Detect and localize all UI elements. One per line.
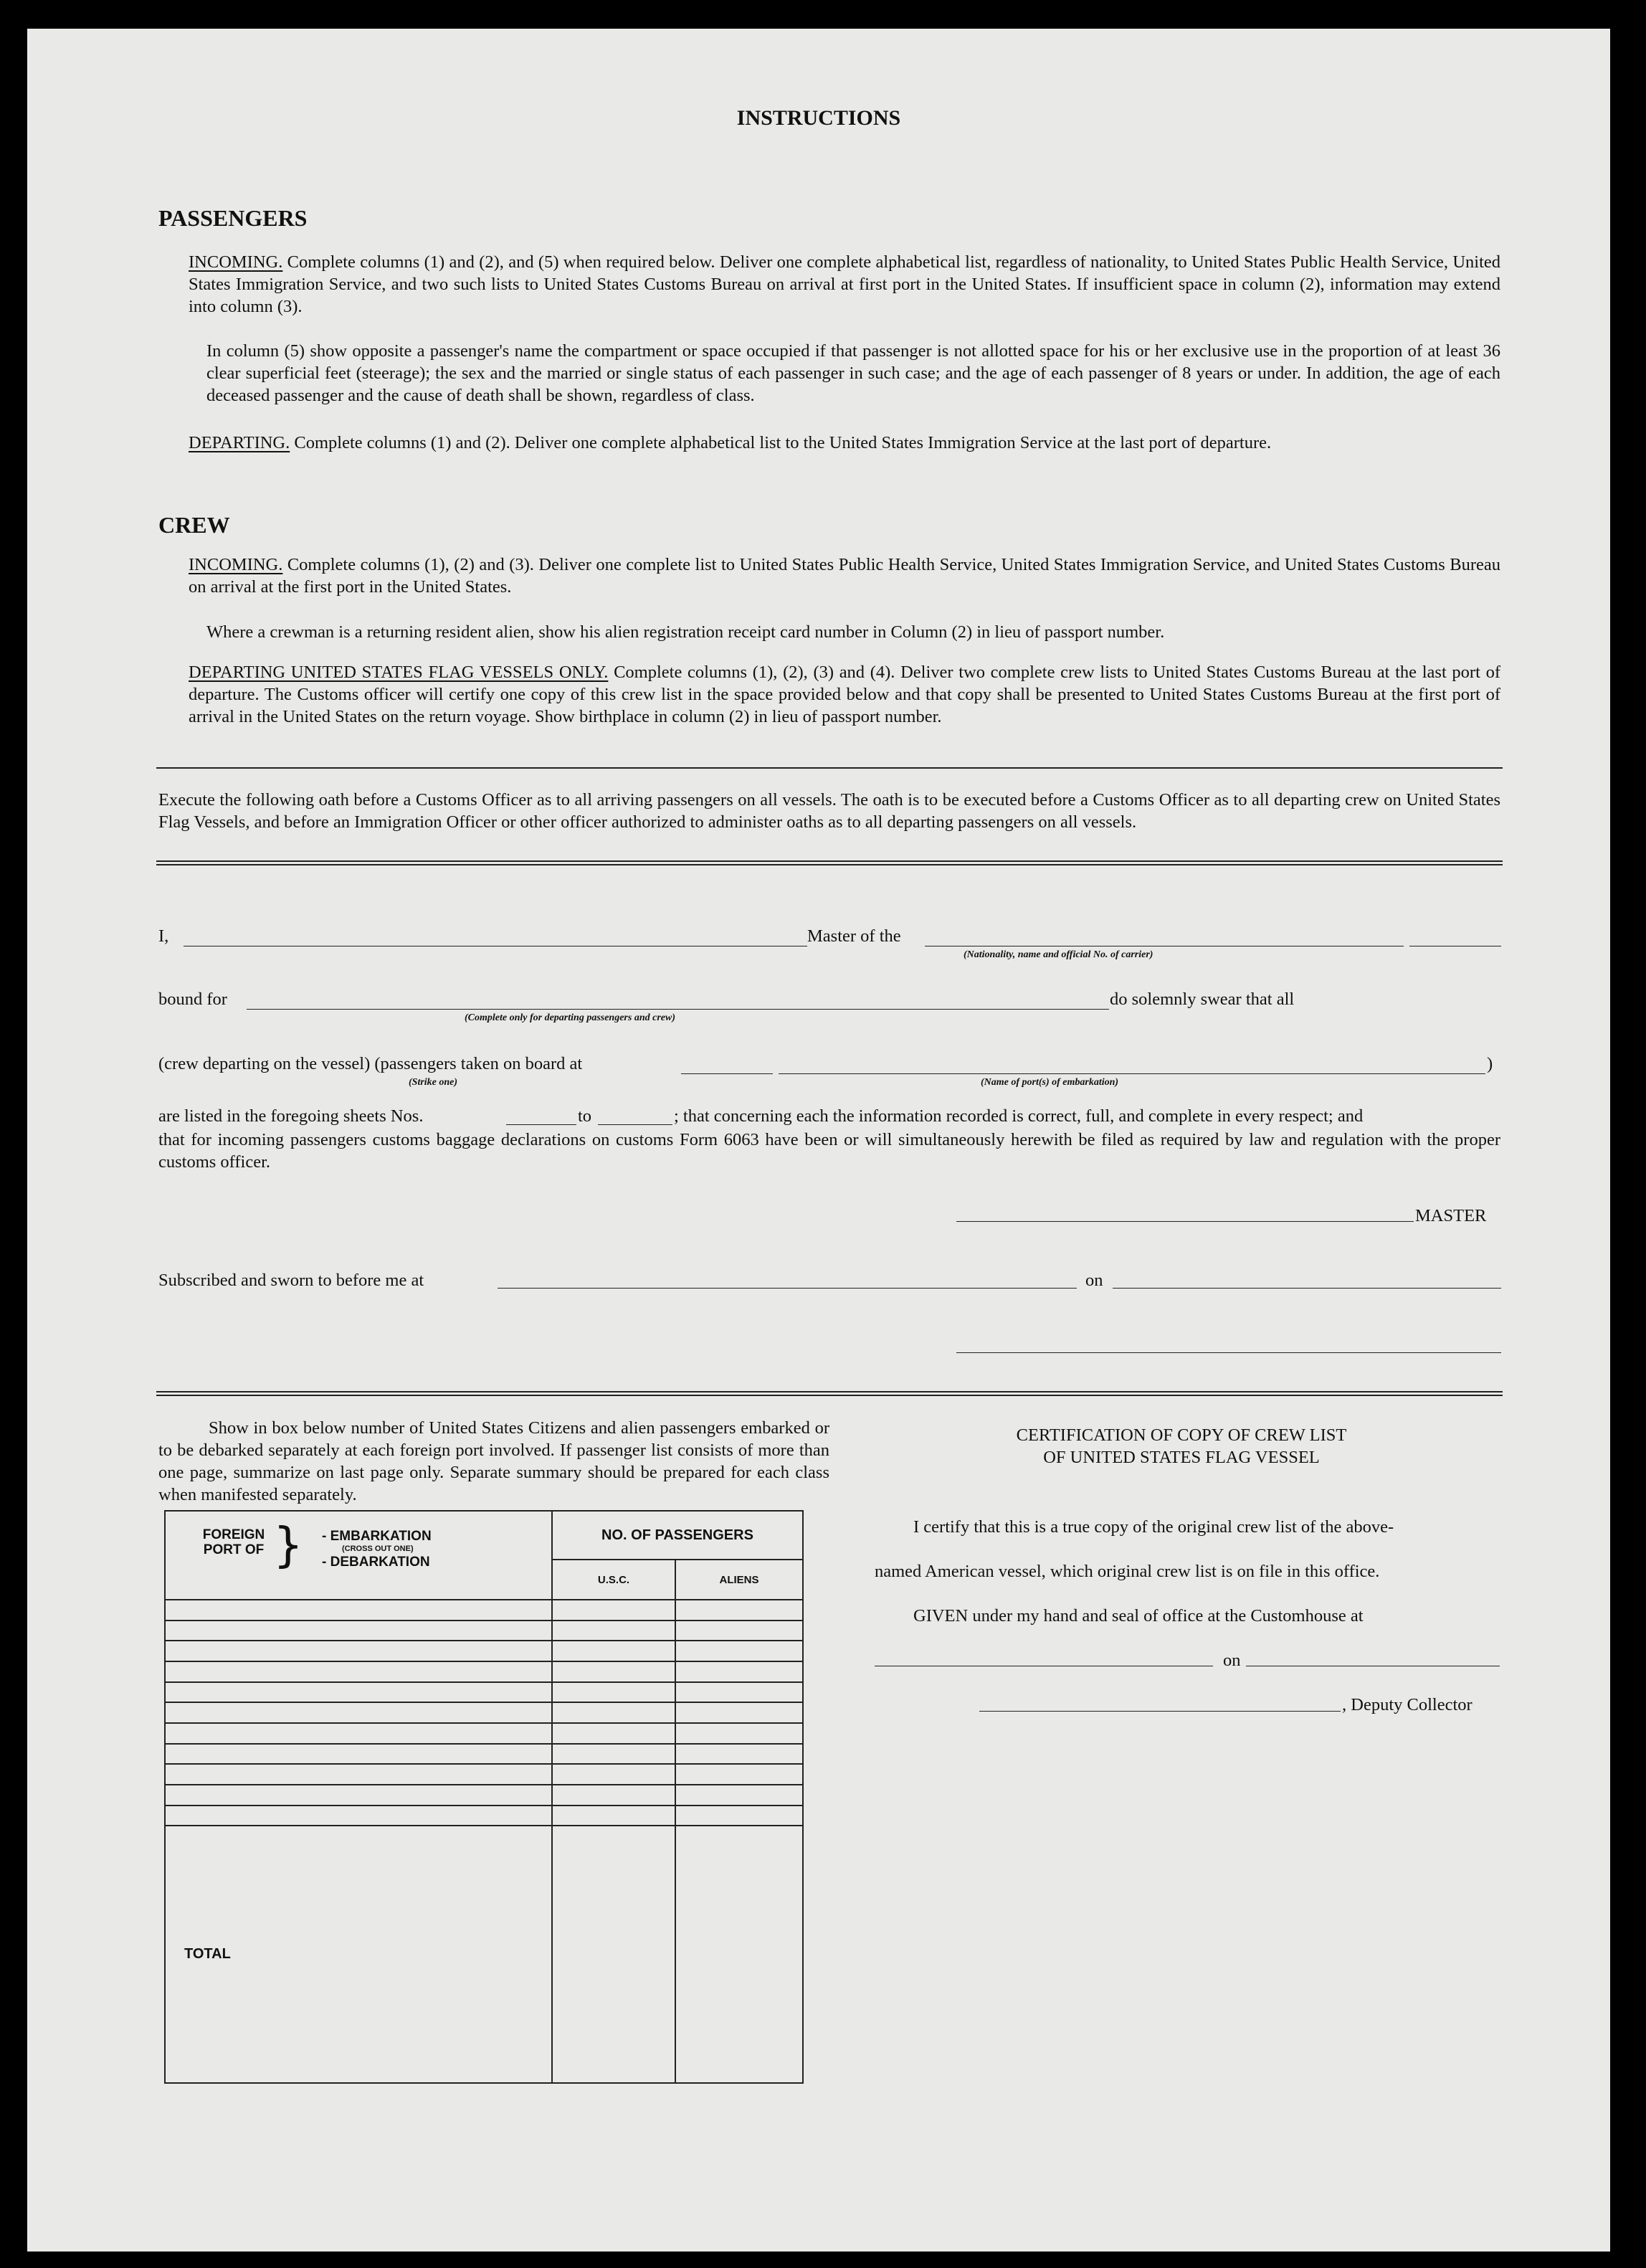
table-row [165, 1764, 803, 1785]
cross-out-hint: (CROSS OUT ONE) [342, 1545, 414, 1553]
divider [156, 767, 1503, 769]
port-cell[interactable] [165, 1600, 552, 1621]
strike-hint: (Strike one) [409, 1077, 458, 1088]
aliens-cell[interactable] [675, 1600, 803, 1621]
passengers-departing-label: DEPARTING. [189, 433, 290, 452]
usc-cell[interactable] [552, 1723, 675, 1744]
cert-on-label: on [1223, 1651, 1241, 1670]
deputy-collector-label: , Deputy Collector [1342, 1695, 1473, 1714]
swear-label: do solemnly swear that all [1110, 990, 1295, 1009]
sheet-from-line[interactable] [506, 1124, 576, 1125]
crew-resident: Where a crewman is a returning resident alien, show his alien registration receipt card number in Column (2) in lieu of passport number. [206, 622, 1165, 642]
table-row [165, 1600, 803, 1621]
port-cell[interactable] [165, 1764, 552, 1785]
close-paren: ) [1487, 1054, 1493, 1073]
table-row [165, 1661, 803, 1682]
port-header-cell [165, 1511, 552, 1600]
aliens-cell[interactable] [675, 1702, 803, 1723]
certification-title-line1: CERTIFICATION OF COPY OF CREW LIST [1016, 1425, 1347, 1445]
double-divider [156, 860, 1503, 865]
summary-instructions: Show in box below number of United States Citizens and alien passengers embarked or to be debarked separately at each foreign port involved. If passenger list consists of more than one page, summarize on last page only. Separate summary should be prepared for each class when manifested separately. [158, 1418, 829, 1504]
usc-cell[interactable] [552, 1785, 675, 1806]
crew-incoming [189, 554, 1500, 598]
port-cell[interactable] [165, 1785, 552, 1806]
aliens-cell[interactable] [675, 1661, 803, 1682]
oath-intro: Execute the following oath before a Customs Officer as to all arriving passengers on all vessels. The oath is to be executed before a Customs Officer as to all departing crew on United States Flag Vessels, and before an Immigration Officer or other officer authorized to administer oaths as to all departing passengers on all vessels. [158, 790, 1500, 832]
passengers-incoming-text: Complete columns (1) and (2), and (5) when required below. Deliver one complete alphabetical list, regardless of nationality, to United States Public Health Service, United States Immigration Service, and two such lists to United States Customs Bureau on arrival at first port in the United States. If insufficient space in column (2), information may extend into column (3). [189, 252, 1500, 316]
usc-cell[interactable] [552, 1682, 675, 1703]
total-row [165, 1826, 803, 2083]
total-usc-cell[interactable] [552, 1826, 675, 2083]
crew-passengers-label: (crew departing on the vessel) (passengers taken on board at [158, 1054, 583, 1073]
listed-pre: are listed in the foregoing sheets Nos. [158, 1106, 424, 1126]
double-divider-2 [156, 1391, 1503, 1396]
aliens-cell[interactable] [675, 1723, 803, 1744]
brace-icon: } [273, 1517, 303, 1572]
port-cell[interactable] [165, 1661, 552, 1682]
table-row [165, 1806, 803, 1826]
usc-cell[interactable] [552, 1806, 675, 1826]
bound-for-line[interactable] [247, 1009, 1109, 1010]
port-cell[interactable] [165, 1641, 552, 1661]
port-cell[interactable] [165, 1723, 552, 1744]
certify-line1: I certify that this is a true copy of the original crew list of the above- [913, 1517, 1394, 1537]
port-cell[interactable] [165, 1702, 552, 1723]
passengers-departing-text: Complete columns (1) and (2). Deliver one complete alphabetical list to the United States Immigration Service at the last port of departure. [290, 433, 1272, 452]
master-of-label: Master of the [807, 926, 901, 946]
table-row [165, 1744, 803, 1765]
listed-post: ; that concerning each the information recorded is correct, full, and complete in every respect; and [674, 1106, 1364, 1126]
usc-header: U.S.C. [552, 1560, 675, 1600]
crew-departing-text: Complete columns (1), (2), (3) and (4). Deliver two complete crew lists to United States Customs Bureau at the last port of departure. The Customs officer will certify one copy of this crew list in the space provided below and that copy shall be presented to United States Customs Bureau at the first port of arrival in the United States on the return voyage. Show birthplace in column (2) in lieu of passport number. [189, 663, 1500, 726]
passengers-column5: In column (5) show opposite a passenger's name the compartment or space occupied if that passenger is not allotted space for his or her exclusive use in the proportion of at least 36 clear superficial feet (steerage); the sex and the married or single status of each passenger in such case; and the age of each passenger of 8 years or under. In addition, the age of each deceased passenger and the cause of death shall be shown, regardless of class. [206, 341, 1500, 405]
sworn-date-line[interactable] [1113, 1288, 1501, 1289]
embarkation-label: - EMBARKATION [322, 1529, 432, 1544]
usc-cell[interactable] [552, 1621, 675, 1641]
bound-for-hint: (Complete only for departing passengers and crew) [465, 1012, 675, 1023]
sheet-to-line[interactable] [598, 1124, 672, 1125]
port-line-start[interactable] [681, 1073, 773, 1074]
aliens-cell[interactable] [675, 1682, 803, 1703]
given-line: GIVEN under my hand and seal of office at the Customhouse at [913, 1606, 1364, 1626]
usc-cell[interactable] [552, 1641, 675, 1661]
port-cell[interactable] [165, 1682, 552, 1703]
table-row [165, 1785, 803, 1806]
usc-cell[interactable] [552, 1702, 675, 1723]
no-passengers-header: NO. OF PASSENGERS [552, 1511, 803, 1560]
passengers-incoming-label: INCOMING. [189, 252, 283, 272]
passengers-incoming [189, 251, 1500, 318]
usc-cell[interactable] [552, 1600, 675, 1621]
bound-for-label: bound for [158, 990, 227, 1009]
table-row [165, 1682, 803, 1703]
port-cell[interactable] [165, 1806, 552, 1826]
subscribed-label: Subscribed and sworn to before me at [158, 1271, 424, 1290]
master-signature-label: MASTER [1415, 1206, 1487, 1225]
port-cell[interactable] [165, 1744, 552, 1765]
passenger-summary-table [164, 1510, 804, 2084]
debarkation-label: - DEBARKATION [322, 1555, 430, 1570]
passengers-departing [189, 432, 1500, 454]
aliens-cell[interactable] [675, 1764, 803, 1785]
sworn-place-line[interactable] [498, 1288, 1077, 1289]
oath-i-label: I, [158, 926, 169, 946]
certification-title-line2: OF UNITED STATES FLAG VESSEL [1043, 1448, 1320, 1467]
crew-incoming-text: Complete columns (1), (2) and (3). Deliver one complete list to United States Public Health Service, United States Immigration Service, and United States Customs Bureau on arrival at the first port in the United States. [189, 555, 1500, 597]
usc-cell[interactable] [552, 1764, 675, 1785]
aliens-header: ALIENS [675, 1560, 803, 1600]
listed-cont: that for incoming passengers customs baggage declarations on customs Form 6063 have been or will simultaneously herewith be filed as required by law and regulation with the proper customs officer. [158, 1130, 1500, 1172]
page-title: INSTRUCTIONS [736, 106, 901, 130]
table-row [165, 1621, 803, 1641]
aliens-cell[interactable] [675, 1744, 803, 1765]
port-line[interactable] [779, 1073, 1485, 1074]
port-cell[interactable] [165, 1621, 552, 1641]
aliens-cell[interactable] [675, 1641, 803, 1661]
listed-to: to [578, 1106, 592, 1126]
officer-signature-line[interactable] [956, 1352, 1501, 1353]
total-aliens-cell[interactable] [675, 1826, 803, 2083]
sworn-on-label: on [1085, 1271, 1103, 1290]
crew-incoming-label: INCOMING. [189, 555, 283, 574]
passengers-heading: PASSENGERS [158, 205, 308, 231]
carrier-hint: (Nationality, name and official No. of carrier) [964, 949, 1153, 960]
aliens-cell[interactable] [675, 1621, 803, 1641]
master-signature-line[interactable] [956, 1221, 1414, 1222]
foreign-port-label: FOREIGN PORT OF [202, 1527, 265, 1557]
usc-cell[interactable] [552, 1661, 675, 1682]
usc-cell[interactable] [552, 1744, 675, 1765]
table-row [165, 1723, 803, 1744]
table-row [165, 1641, 803, 1661]
certification-title [859, 1424, 1504, 1468]
aliens-cell[interactable] [675, 1785, 803, 1806]
total-label: TOTAL [165, 1826, 552, 2083]
crew-departing-label: DEPARTING UNITED STATES FLAG VESSELS ONLY. [189, 663, 609, 682]
crew-heading: CREW [158, 512, 230, 538]
port-hint: (Name of port(s) of embarkation) [981, 1077, 1119, 1088]
deputy-signature-line[interactable] [979, 1711, 1341, 1712]
crew-departing [189, 661, 1500, 728]
aliens-cell[interactable] [675, 1806, 803, 1826]
certify-line2: named American vessel, which original crew list is on file in this office. [875, 1562, 1380, 1581]
document-page [27, 29, 1610, 2252]
table-row [165, 1702, 803, 1723]
